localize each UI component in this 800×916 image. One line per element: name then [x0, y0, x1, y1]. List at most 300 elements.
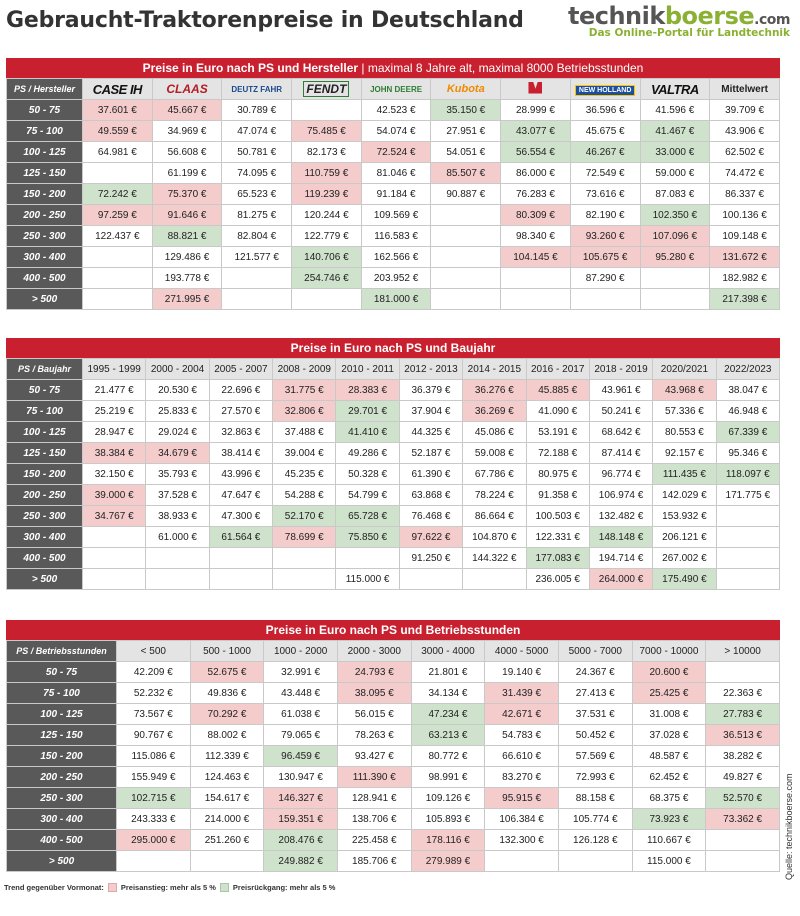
column-header: 2010 - 2011	[336, 359, 399, 380]
price-cell: 43.077 €	[501, 121, 571, 142]
row-header-ps: 75 - 100	[7, 401, 83, 422]
price-cell: 45.667 €	[152, 100, 222, 121]
price-cell	[501, 289, 571, 310]
price-cell: 116.583 €	[361, 226, 431, 247]
price-cell: 203.952 €	[361, 268, 431, 289]
price-table-betriebsstunden	[6, 640, 780, 872]
price-cell: 80.975 €	[526, 464, 589, 485]
price-cell	[83, 527, 146, 548]
price-cell: 109.126 €	[411, 788, 485, 809]
price-cell: 93.427 €	[337, 746, 411, 767]
row-header-ps: 75 - 100	[7, 121, 83, 142]
price-cell: 49.286 €	[336, 443, 399, 464]
column-header: 2000 - 3000	[337, 641, 411, 662]
brand-claas	[152, 79, 222, 100]
price-cell: 122.437 €	[83, 226, 153, 247]
price-cell: 78.224 €	[463, 485, 526, 506]
legend-down-text: Preisrückgang: mehr als 5 %	[232, 883, 336, 892]
price-cell: 32.806 €	[273, 401, 336, 422]
price-cell: 45.885 €	[526, 380, 589, 401]
price-cell	[706, 662, 780, 683]
price-cell: 73.567 €	[117, 704, 191, 725]
price-cell: 97.259 €	[83, 205, 153, 226]
brand-kubota	[431, 79, 501, 100]
table-title-manufacturer	[6, 58, 780, 78]
price-cell: 130.947 €	[264, 767, 338, 788]
price-cell	[83, 569, 146, 590]
row-header-ps: 75 - 100	[7, 683, 117, 704]
price-cell: 72.188 €	[526, 443, 589, 464]
price-cell: 50.328 €	[336, 464, 399, 485]
price-cell: 43.906 €	[710, 121, 780, 142]
price-cell: 80.309 €	[501, 205, 571, 226]
table-header-row	[7, 359, 780, 380]
price-cell: 144.322 €	[463, 548, 526, 569]
table-row	[7, 401, 780, 422]
table-row	[7, 704, 780, 725]
price-cell: 41.090 €	[526, 401, 589, 422]
price-cell: 86.337 €	[710, 184, 780, 205]
price-cell: 74.095 €	[222, 163, 292, 184]
corner-header: PS / Betriebsstunden	[7, 641, 117, 662]
row-header-ps: 100 - 125	[7, 142, 83, 163]
price-cell: 193.778 €	[152, 268, 222, 289]
price-cell: 27.783 €	[706, 704, 780, 725]
table2-title: Preise in Euro nach PS und Baujahr	[6, 338, 780, 358]
price-cell: 95.346 €	[716, 443, 779, 464]
price-cell: 45.086 €	[463, 422, 526, 443]
price-cell	[83, 163, 153, 184]
price-cell: 100.136 €	[710, 205, 780, 226]
table-row	[7, 506, 780, 527]
brand-logo-deutz: DEUTZ FAHR	[231, 84, 283, 94]
price-cell: 124.463 €	[190, 767, 264, 788]
price-cell: 146.327 €	[264, 788, 338, 809]
price-cell: 20.600 €	[632, 662, 706, 683]
price-cell: 279.989 €	[411, 851, 485, 872]
price-cell: 53.191 €	[526, 422, 589, 443]
brand-logo-new-holland: NEW HOLLAND	[575, 85, 636, 96]
price-cell: 52.675 €	[190, 662, 264, 683]
column-header: 7000 - 10000	[632, 641, 706, 662]
column-header: 2018 - 2019	[589, 359, 652, 380]
price-cell	[83, 268, 153, 289]
price-cell: 96.459 €	[264, 746, 338, 767]
price-cell: 80.553 €	[653, 422, 716, 443]
price-cell: 42.209 €	[117, 662, 191, 683]
price-cell: 38.095 €	[337, 683, 411, 704]
table1-title: Preise in Euro nach PS und Hersteller	[142, 61, 359, 75]
price-cell	[431, 226, 501, 247]
table-header-row	[7, 641, 780, 662]
row-header-ps: 200 - 250	[7, 205, 83, 226]
price-cell: 44.325 €	[399, 422, 462, 443]
row-header-ps: 125 - 150	[7, 725, 117, 746]
price-cell: 154.617 €	[190, 788, 264, 809]
price-cell: 74.472 €	[710, 163, 780, 184]
price-cell: 115.000 €	[336, 569, 399, 590]
price-cell: 236.005 €	[526, 569, 589, 590]
price-cell	[431, 289, 501, 310]
price-cell: 35.150 €	[431, 100, 501, 121]
price-cell: 27.951 €	[431, 121, 501, 142]
table-row	[7, 725, 780, 746]
table-section-manufacturer	[6, 58, 780, 310]
table-row	[7, 205, 780, 226]
table-row	[7, 142, 780, 163]
row-header-ps: 300 - 400	[7, 247, 83, 268]
source-note	[784, 760, 798, 880]
price-cell: 122.779 €	[292, 226, 362, 247]
price-cell: 88.002 €	[190, 725, 264, 746]
price-cell: 28.383 €	[336, 380, 399, 401]
price-cell: 251.260 €	[190, 830, 264, 851]
price-cell: 126.128 €	[558, 830, 632, 851]
price-cell	[501, 268, 571, 289]
price-cell: 102.350 €	[640, 205, 710, 226]
price-cell: 34.134 €	[411, 683, 485, 704]
price-cell: 129.486 €	[152, 247, 222, 268]
price-cell: 105.893 €	[411, 809, 485, 830]
table-row	[7, 527, 780, 548]
price-cell: 142.029 €	[653, 485, 716, 506]
table-row	[7, 100, 780, 121]
column-header: 2008 - 2009	[273, 359, 336, 380]
price-cell: 59.000 €	[640, 163, 710, 184]
price-cell: 111.390 €	[337, 767, 411, 788]
price-cell: 54.288 €	[273, 485, 336, 506]
price-cell	[431, 205, 501, 226]
price-cell: 37.904 €	[399, 401, 462, 422]
table-row	[7, 569, 780, 590]
corner-header: PS / Hersteller	[7, 79, 83, 100]
table-section-betriebsstunden	[6, 620, 780, 872]
table-row	[7, 422, 780, 443]
price-cell: 93.260 €	[570, 226, 640, 247]
price-cell: 27.413 €	[558, 683, 632, 704]
price-cell: 37.028 €	[632, 725, 706, 746]
price-cell: 29.701 €	[336, 401, 399, 422]
price-cell: 45.235 €	[273, 464, 336, 485]
price-cell: 185.706 €	[337, 851, 411, 872]
row-header-ps: > 500	[7, 851, 117, 872]
price-cell: 59.008 €	[463, 443, 526, 464]
price-cell: 49.827 €	[706, 767, 780, 788]
brand-case-ih	[83, 79, 153, 100]
column-header-mittelwert: Mittelwert	[710, 79, 780, 100]
price-cell: 46.948 €	[716, 401, 779, 422]
price-cell: 72.242 €	[83, 184, 153, 205]
price-cell: 37.488 €	[273, 422, 336, 443]
price-cell: 33.000 €	[640, 142, 710, 163]
column-header: 4000 - 5000	[485, 641, 559, 662]
price-cell: 295.000 €	[117, 830, 191, 851]
price-cell: 254.746 €	[292, 268, 362, 289]
price-cell: 109.148 €	[710, 226, 780, 247]
price-cell: 34.767 €	[83, 506, 146, 527]
price-cell: 64.981 €	[83, 142, 153, 163]
price-cell: 271.995 €	[152, 289, 222, 310]
price-cell: 68.642 €	[589, 422, 652, 443]
price-cell	[222, 268, 292, 289]
price-cell: 61.390 €	[399, 464, 462, 485]
price-cell	[273, 569, 336, 590]
column-header: 3000 - 4000	[411, 641, 485, 662]
price-cell: 159.351 €	[264, 809, 338, 830]
price-cell: 20.530 €	[146, 380, 209, 401]
price-cell: 178.116 €	[411, 830, 485, 851]
price-cell	[117, 851, 191, 872]
price-cell: 86.000 €	[501, 163, 571, 184]
price-cell: 24.793 €	[337, 662, 411, 683]
price-cell: 91.358 €	[526, 485, 589, 506]
price-cell: 42.671 €	[485, 704, 559, 725]
price-cell: 37.528 €	[146, 485, 209, 506]
price-cell: 67.786 €	[463, 464, 526, 485]
price-cell: 50.241 €	[589, 401, 652, 422]
price-cell: 138.706 €	[337, 809, 411, 830]
price-cell	[336, 548, 399, 569]
brand-fendt	[292, 79, 362, 100]
price-cell: 98.340 €	[501, 226, 571, 247]
price-cell: 36.379 €	[399, 380, 462, 401]
price-cell: 87.083 €	[640, 184, 710, 205]
column-header: 2016 - 2017	[526, 359, 589, 380]
table-row	[7, 247, 780, 268]
price-cell	[83, 548, 146, 569]
price-cell: 120.244 €	[292, 205, 362, 226]
price-cell: 104.870 €	[463, 527, 526, 548]
logo-text-part2: boerse	[664, 2, 755, 30]
price-cell: 28.947 €	[83, 422, 146, 443]
price-cell: 35.793 €	[146, 464, 209, 485]
price-cell: 52.232 €	[117, 683, 191, 704]
price-cell: 225.458 €	[337, 830, 411, 851]
price-cell: 208.476 €	[264, 830, 338, 851]
price-cell: 36.596 €	[570, 100, 640, 121]
price-cell: 36.276 €	[463, 380, 526, 401]
price-cell: 54.799 €	[336, 485, 399, 506]
price-cell: 65.728 €	[336, 506, 399, 527]
price-cell: 37.531 €	[558, 704, 632, 725]
price-cell: 73.362 €	[706, 809, 780, 830]
price-cell	[716, 548, 779, 569]
price-cell: 90.767 €	[117, 725, 191, 746]
price-cell: 75.485 €	[292, 121, 362, 142]
price-cell: 112.339 €	[190, 746, 264, 767]
price-cell: 115.000 €	[632, 851, 706, 872]
price-cell: 182.982 €	[710, 268, 780, 289]
price-cell: 118.097 €	[716, 464, 779, 485]
price-cell: 73.616 €	[570, 184, 640, 205]
legend-swatch-up	[108, 883, 117, 892]
price-cell: 57.336 €	[653, 401, 716, 422]
price-cell	[558, 851, 632, 872]
price-cell	[399, 569, 462, 590]
price-cell	[640, 289, 710, 310]
row-header-ps: 150 - 200	[7, 184, 83, 205]
row-header-ps: 150 - 200	[7, 746, 117, 767]
row-header-ps: > 500	[7, 569, 83, 590]
price-cell	[716, 569, 779, 590]
row-header-ps: 250 - 300	[7, 788, 117, 809]
price-cell: 81.046 €	[361, 163, 431, 184]
brand-valtra	[640, 79, 710, 100]
table-row	[7, 443, 780, 464]
price-cell	[431, 247, 501, 268]
price-cell: 91.646 €	[152, 205, 222, 226]
price-cell: 78.263 €	[337, 725, 411, 746]
price-cell: 43.968 €	[653, 380, 716, 401]
price-cell	[273, 548, 336, 569]
price-cell: 27.570 €	[209, 401, 272, 422]
price-table-baujahr	[6, 358, 780, 590]
row-header-ps: 50 - 75	[7, 380, 83, 401]
row-header-ps: 250 - 300	[7, 506, 83, 527]
table-row	[7, 485, 780, 506]
trend-legend	[4, 883, 335, 892]
row-header-ps: 100 - 125	[7, 422, 83, 443]
price-cell	[146, 569, 209, 590]
price-cell: 110.759 €	[292, 163, 362, 184]
price-cell: 52.170 €	[273, 506, 336, 527]
column-header: 2020/2021	[653, 359, 716, 380]
price-cell: 104.145 €	[501, 247, 571, 268]
price-cell: 267.002 €	[653, 548, 716, 569]
price-cell: 105.774 €	[558, 809, 632, 830]
price-cell: 81.275 €	[222, 205, 292, 226]
price-cell: 82.190 €	[570, 205, 640, 226]
table-row	[7, 184, 780, 205]
price-cell: 32.863 €	[209, 422, 272, 443]
price-cell: 243.333 €	[117, 809, 191, 830]
price-cell: 96.774 €	[589, 464, 652, 485]
brand-logo-case: CASE IH	[92, 81, 142, 97]
price-cell: 52.187 €	[399, 443, 462, 464]
price-cell	[706, 830, 780, 851]
massey-ferguson-logo-icon	[528, 82, 542, 94]
price-cell: 162.566 €	[361, 247, 431, 268]
row-header-ps: 300 - 400	[7, 527, 83, 548]
price-cell	[485, 851, 559, 872]
price-cell: 82.804 €	[222, 226, 292, 247]
price-cell: 175.490 €	[653, 569, 716, 590]
price-cell: 28.999 €	[501, 100, 571, 121]
technikboerse-logo[interactable]	[568, 2, 790, 39]
price-cell: 61.038 €	[264, 704, 338, 725]
price-cell	[83, 289, 153, 310]
table-row	[7, 662, 780, 683]
row-header-ps: 125 - 150	[7, 443, 83, 464]
column-header: 500 - 1000	[190, 641, 264, 662]
price-cell: 76.283 €	[501, 184, 571, 205]
price-cell: 73.923 €	[632, 809, 706, 830]
table-row	[7, 380, 780, 401]
column-header: 5000 - 7000	[558, 641, 632, 662]
brand-massey-ferguson	[501, 79, 571, 100]
price-cell: 62.452 €	[632, 767, 706, 788]
brand-logo-john-deere: JOHN DEERE	[370, 84, 423, 94]
price-cell: 43.448 €	[264, 683, 338, 704]
price-cell: 122.331 €	[526, 527, 589, 548]
price-cell: 86.664 €	[463, 506, 526, 527]
table-section-baujahr	[6, 338, 780, 590]
legend-up-text: Preisanstieg: mehr als 5 %	[120, 883, 216, 892]
price-cell: 38.047 €	[716, 380, 779, 401]
column-header: 2012 - 2013	[399, 359, 462, 380]
price-cell: 83.270 €	[485, 767, 559, 788]
price-cell: 87.290 €	[570, 268, 640, 289]
price-cell: 63.213 €	[411, 725, 485, 746]
price-cell: 87.414 €	[589, 443, 652, 464]
corner-header: PS / Baujahr	[7, 359, 83, 380]
table-row	[7, 809, 780, 830]
price-cell: 32.991 €	[264, 662, 338, 683]
row-header-ps: 400 - 500	[7, 268, 83, 289]
price-cell	[292, 289, 362, 310]
price-cell: 148.148 €	[589, 527, 652, 548]
price-cell: 97.622 €	[399, 527, 462, 548]
price-cell: 75.370 €	[152, 184, 222, 205]
table-row	[7, 163, 780, 184]
row-header-ps: 50 - 75	[7, 662, 117, 683]
price-cell: 62.502 €	[710, 142, 780, 163]
price-cell: 61.199 €	[152, 163, 222, 184]
price-cell: 36.269 €	[463, 401, 526, 422]
table-row	[7, 767, 780, 788]
price-cell: 171.775 €	[716, 485, 779, 506]
price-cell: 19.140 €	[485, 662, 559, 683]
column-header: 2005 - 2007	[209, 359, 272, 380]
price-cell: 32.150 €	[83, 464, 146, 485]
table-row	[7, 464, 780, 485]
price-cell: 177.083 €	[526, 548, 589, 569]
price-cell: 57.569 €	[558, 746, 632, 767]
price-cell: 24.367 €	[558, 662, 632, 683]
price-cell: 79.065 €	[264, 725, 338, 746]
price-cell: 21.801 €	[411, 662, 485, 683]
price-cell: 132.300 €	[485, 830, 559, 851]
price-cell	[209, 569, 272, 590]
price-cell: 61.564 €	[209, 527, 272, 548]
price-cell: 56.015 €	[337, 704, 411, 725]
price-cell: 34.969 €	[152, 121, 222, 142]
price-cell	[431, 268, 501, 289]
price-cell: 56.608 €	[152, 142, 222, 163]
price-cell: 47.300 €	[209, 506, 272, 527]
table-row	[7, 268, 780, 289]
price-cell: 39.004 €	[273, 443, 336, 464]
table-row	[7, 746, 780, 767]
price-cell: 38.384 €	[83, 443, 146, 464]
price-cell: 72.549 €	[570, 163, 640, 184]
price-cell: 52.570 €	[706, 788, 780, 809]
row-header-ps: > 500	[7, 289, 83, 310]
row-header-ps: 125 - 150	[7, 163, 83, 184]
price-cell: 48.587 €	[632, 746, 706, 767]
price-cell: 45.675 €	[570, 121, 640, 142]
price-cell: 65.523 €	[222, 184, 292, 205]
logo-tagline: Das Online-Portal für Landtechnik	[588, 27, 790, 39]
table-row	[7, 289, 780, 310]
price-cell: 85.507 €	[431, 163, 501, 184]
price-cell: 38.933 €	[146, 506, 209, 527]
price-cell: 31.775 €	[273, 380, 336, 401]
price-cell: 34.679 €	[146, 443, 209, 464]
row-header-ps: 50 - 75	[7, 100, 83, 121]
price-cell: 91.250 €	[399, 548, 462, 569]
price-cell	[83, 247, 153, 268]
